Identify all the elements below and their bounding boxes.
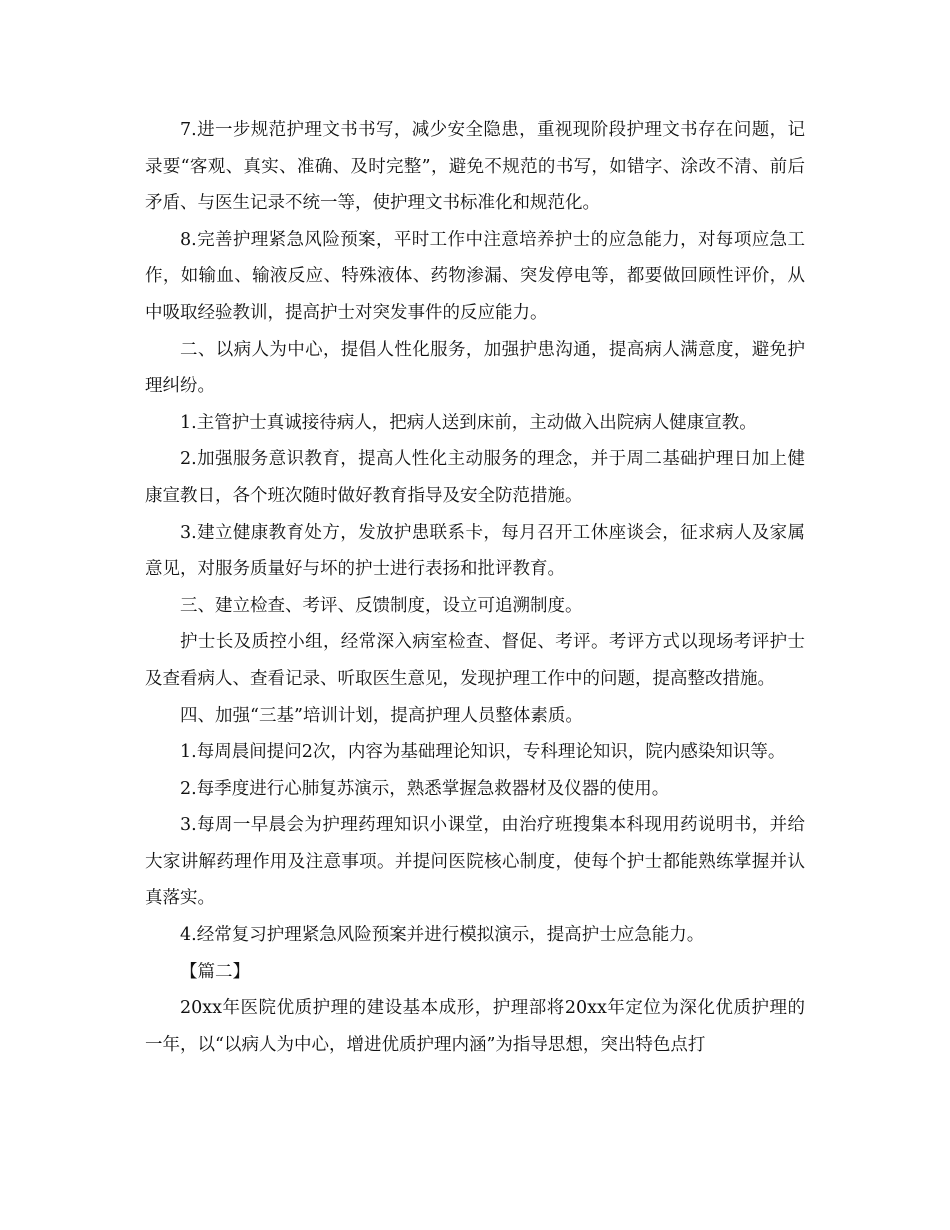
section-heading-4: 四、加强“三基”培训计划，提高护理人员整体素质。 xyxy=(180,705,583,726)
list-item: 2.加强服务意识教育，提高人性化主动服务的理念，并于周二基础护理日加上健康宣教日，各个班次随时做好教育指导及安全防范措施。 xyxy=(145,449,805,506)
section-heading-2: 二、以病人为中心，提倡人性化服务，加强护患沟通，提高病人满意度，避免护理纠纷。 xyxy=(145,339,805,397)
paragraph-quality-control: 护士长及质控小组，经常深入病室检查、督促、考评。考评方式以现场考评护士及查看病人、查看记录、听取医生意见，发现护理工作中的问题，提高整改措施。 xyxy=(145,632,805,689)
list-item: 1.每周晨间提问2次，内容为基础理论知识，专科理论知识，院内感染知识等。 xyxy=(180,742,786,763)
list-item: 2.每季度进行心肺复苏演示，熟悉掌握急救器材及仪器的使用。 xyxy=(180,778,670,799)
paragraph-7-nursing-records: 7.进一步规范护理文书书写，减少安全隐患，重视现阶段护理文书存在问题，记录要“客观、真实、准确、及时完整”，避免不规范的书写，如错字、涂改不清、前后矛盾、与医生记录不统一等，使护理文书标准化和规范化。 xyxy=(145,120,805,214)
paragraph-part-two-intro: 20xx年医院优质护理的建设基本成形，护理部将20xx年定位为深化优质护理的一年，以“以病人为中心，增进优质护理内涵”为指导思想，突出特色点打 xyxy=(145,998,805,1055)
list-item: 4.经常复习护理紧急风险预案并进行模拟演示，提高护士应急能力。 xyxy=(180,925,705,946)
paragraph-8-emergency-plan: 8.完善护理紧急风险预案，平时工作中注意培养护士的应急能力，对每项应急工作，如输血、输液反应、特殊液体、药物渗漏、突发停电等，都要做回顾性评价，从中吸取经验教训，提高护士对突发事件的反应能力。 xyxy=(145,229,805,323)
document-body xyxy=(145,112,805,1063)
part-two-heading: 【篇二】 xyxy=(180,961,250,982)
section-heading-3: 三、建立检查、考评、反馈制度，设立可追溯制度。 xyxy=(180,595,583,616)
list-item: 3.每周一早晨会为护理药理知识小课堂，由治疗班搜集本科现用药说明书，并给大家讲解药理作用及注意事项。并提问医院核心制度，使每个护士都能熟练掌握并认真落实。 xyxy=(145,815,805,909)
list-item: 3.建立健康教育处方，发放护患联系卡，每月召开工休座谈会，征求病人及家属意见，对服务质量好与坏的护士进行表扬和批评教育。 xyxy=(145,522,805,580)
list-item: 1.主管护士真诚接待病人，把病人送到床前，主动做入出院病人健康宣教。 xyxy=(180,412,757,433)
